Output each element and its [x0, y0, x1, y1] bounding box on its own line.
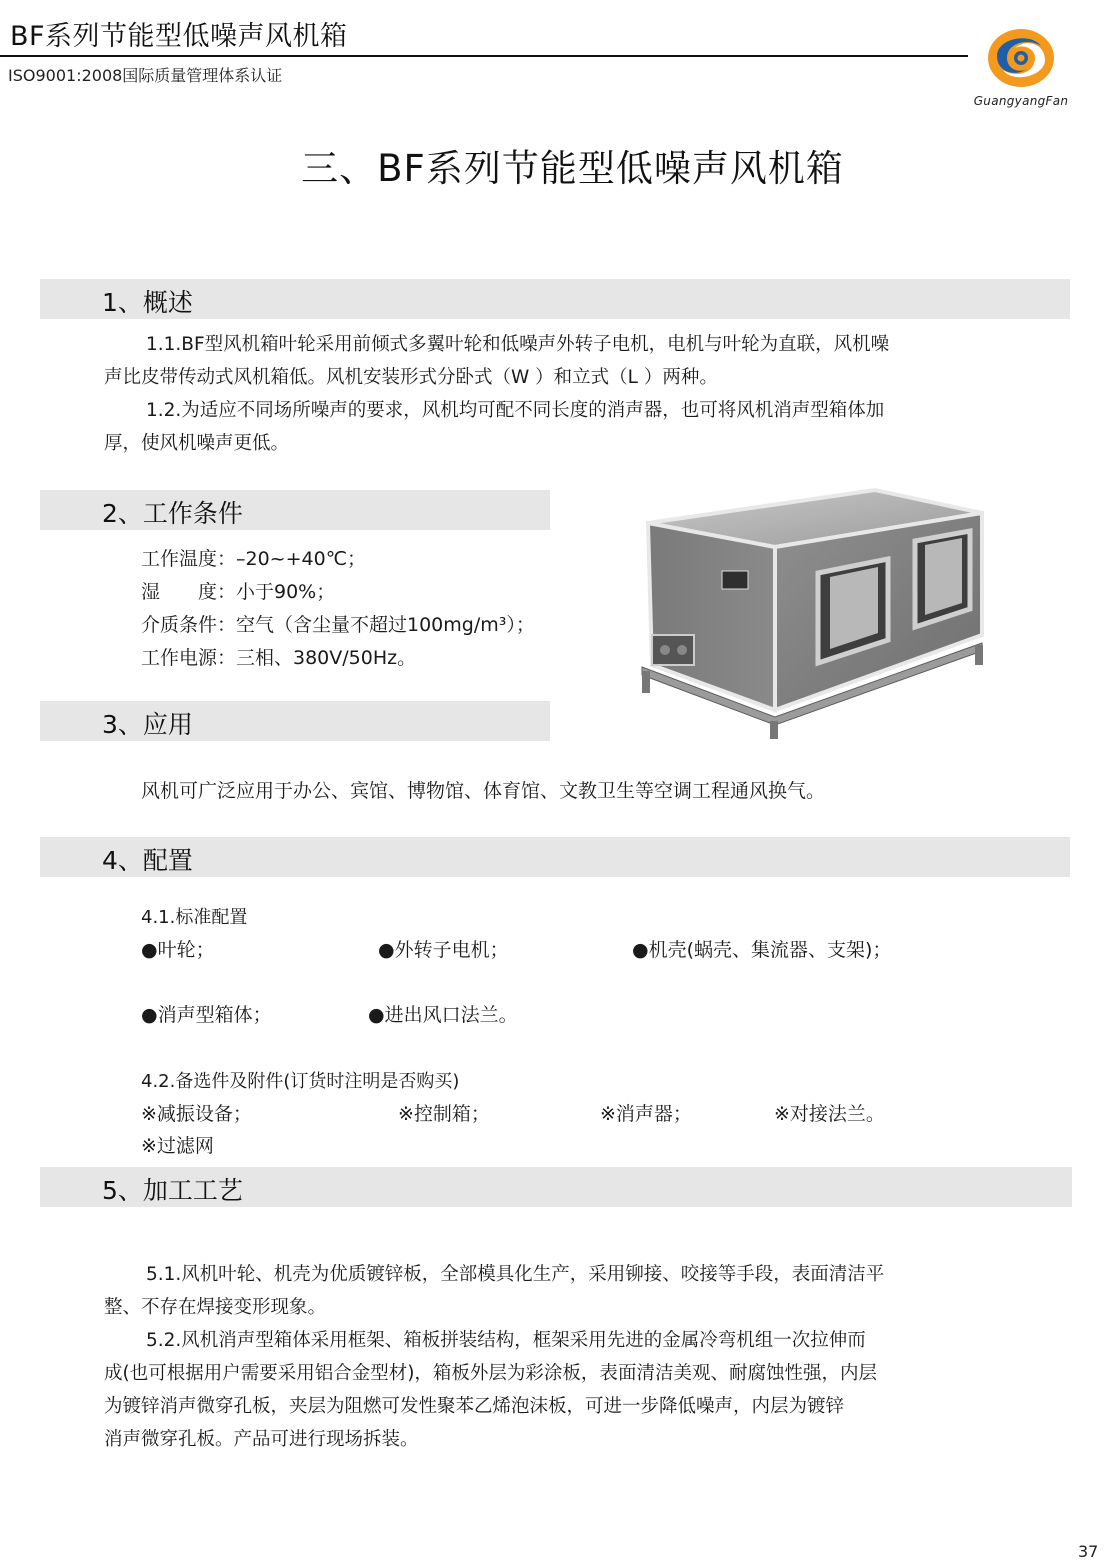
standard-item-casing: ●机壳(蜗壳、集流器、支架)； — [632, 939, 892, 961]
optional-item-control-box: ※控制箱； — [398, 1103, 490, 1125]
standard-item-motor: ●外转子电机； — [378, 939, 509, 961]
optional-item-filter: ※过滤网 — [141, 1135, 214, 1157]
process-paragraphs — [104, 1258, 884, 1456]
section-configuration-bar — [40, 837, 1070, 877]
process-p2-line2: 成(也可根据用户需要采用铝合金型材)，箱板外层为彩涂板，表面清洁美观、耐腐蚀性强，内层 — [104, 1363, 877, 1384]
company-logo — [985, 26, 1057, 90]
header-subtitle: ISO9001:2008国际质量管理体系认证 — [8, 66, 283, 85]
standard-item-cabinet: ●消声型箱体； — [141, 1004, 272, 1026]
overview-p2-line1: 1.2.为适应不同场所噪声的要求，风机均可配不同长度的消声器，也可将风机消声型箱体加 — [146, 400, 885, 421]
condition-temperature: 工作温度：–20~+40℃； — [141, 548, 367, 570]
standard-item-flange: ●进出风口法兰。 — [368, 1004, 518, 1026]
overview-p1-line1: 1.1.BF型风机箱叶轮采用前倾式多翼叶轮和低噪声外转子电机，电机与叶轮为直联，风机噪 — [146, 334, 890, 355]
logo-icon — [985, 26, 1057, 90]
logo-text: GuangyangFan — [973, 94, 1069, 108]
condition-humidity: 湿 度：小于90%； — [141, 581, 336, 603]
header-rule — [0, 55, 968, 57]
process-p2-line1: 5.2.风机消声型箱体采用框架、箱板拼装结构，框架采用先进的金属冷弯机组一次拉伸而 — [146, 1330, 866, 1351]
process-p2-line3: 为镀锌消声微穿孔板，夹层为阻燃可发性聚苯乙烯泡沫板，可进一步降低噪声，内层为镀锌 — [104, 1396, 845, 1417]
section-conditions-bar — [40, 490, 550, 530]
product-image — [630, 485, 1000, 740]
section-process-heading: 5、加工工艺 — [102, 1176, 243, 1205]
standard-item-impeller: ●叶轮； — [141, 939, 215, 961]
page-title: 三、BF系列节能型低噪声风机箱 — [301, 147, 844, 190]
condition-power: 工作电源：三相、380V/50Hz。 — [141, 647, 417, 669]
overview-p2-line2: 厚，使风机噪声更低。 — [104, 433, 290, 454]
section-application-bar — [40, 701, 550, 741]
overview-paragraphs — [104, 328, 889, 460]
process-p2-line4: 消声微穿孔板。产品可进行现场拆装。 — [104, 1429, 419, 1450]
page-number: 37 — [1078, 1542, 1099, 1561]
fan-cabinet-illustration — [630, 485, 1000, 740]
process-p1-line2: 整、不存在焊接变形现象。 — [104, 1297, 327, 1318]
section-application-heading: 3、应用 — [102, 710, 193, 739]
optional-config-title: 4.2.备选件及附件(订货时注明是否购买) — [141, 1071, 460, 1092]
section-conditions-heading: 2、工作条件 — [102, 499, 243, 528]
section-overview-bar — [40, 279, 1070, 319]
standard-config-title: 4.1.标准配置 — [141, 907, 248, 928]
optional-item-silencer: ※消声器； — [600, 1103, 692, 1125]
application-text: 风机可广泛应用于办公、宾馆、博物馆、体育馆、文教卫生等空调工程通风换气。 — [141, 780, 826, 802]
optional-item-damping: ※减振设备； — [141, 1103, 252, 1125]
section-process-bar — [40, 1167, 1072, 1207]
header-title: BF系列节能型低噪声风机箱 — [10, 21, 348, 52]
section-configuration-heading: 4、配置 — [102, 846, 193, 875]
optional-item-flange: ※对接法兰。 — [774, 1103, 885, 1125]
condition-medium: 介质条件：空气（含尘量不超过100mg/m³）； — [141, 614, 535, 636]
process-p1-line1: 5.1.风机叶轮、机壳为优质镀锌板，全部模具化生产，采用铆接、咬接等手段，表面清洁平 — [146, 1264, 885, 1285]
overview-p1-line2: 声比皮带传动式风机箱低。风机安装形式分卧式（W ）和立式（L ）两种。 — [104, 367, 718, 388]
section-overview-heading: 1、概述 — [102, 288, 193, 317]
